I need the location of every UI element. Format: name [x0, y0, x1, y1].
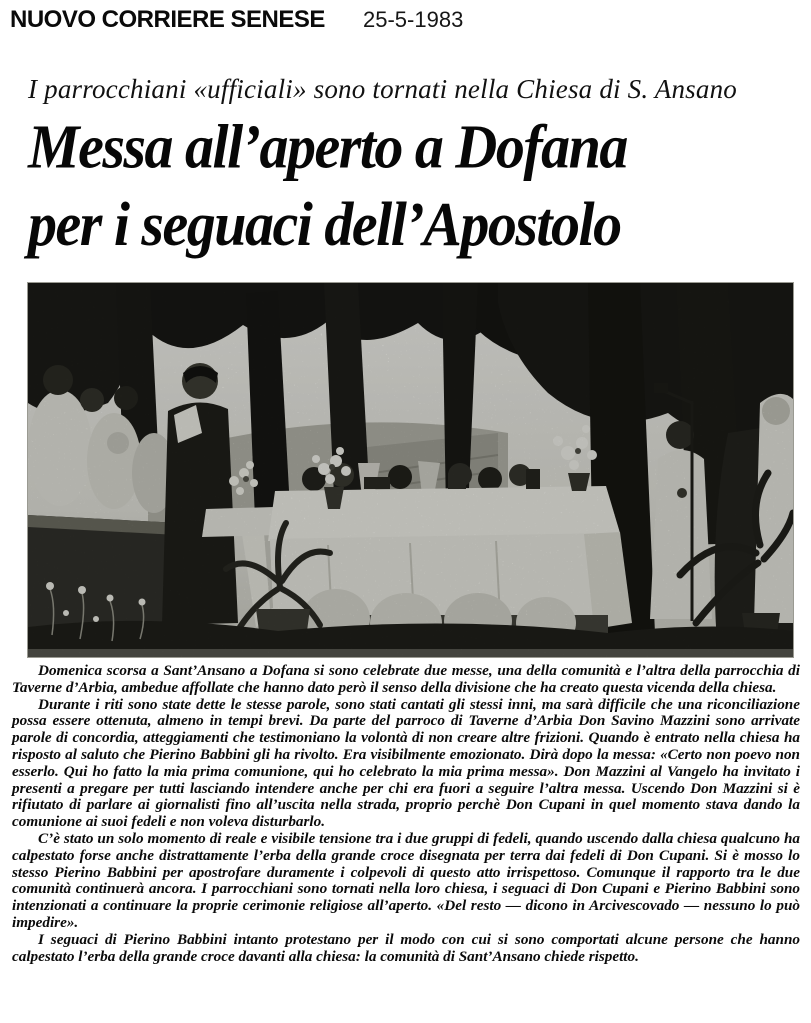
article-body	[12, 663, 800, 965]
masthead-title: NUOVO CORRIERE SENESE	[10, 6, 325, 33]
outdoor-mass-photo	[28, 283, 793, 657]
headline-line-2: per i seguaci dell’Apostolo	[28, 189, 621, 260]
article-paragraph: Domenica scorsa a Sant’Ansano a Dofana si sono celebrate due messe, una della comunità e l’altra della parrocchia di Taverne d’Arbia, ambedue affollate che hanno dato però il senso della divisione che ha creato questa vicenda della chiesa.	[12, 662, 800, 696]
article-paragraph: Durante i riti sono state dette le stesse parole, sono stati cantati gli stessi inni, ma sarà difficile che una riconciliazione possa essere ottenuta, almeno in tempi brevi. Da parte del parroco di Taverne d’Arbia Don Savino Mazzini sono arrivate parole di concordia, atteggiamenti che testimoniano la volontà di non creare altre frizioni. Quando è entrato nella chiesa ha risposto al saluto che Pierino Babbini gli ha rivolto. Era visibilmente emozionato. Dirà dopo la messa: «Certo non poevo non esserlo. Qui ho fatto la mia prima comunione, qui ho celebrato la mia prima messa». Don Mazzini al Vangelo ha invitato i presenti a pregare per tutti lasciando intendere anche per chi era fuori a seguire l’altra messa. Uscendo Don Mazzini si è rifiutato di parlare ai giornalisti fino all’uscita nella strada, proprio perchè Don Cupani in quel momento stava dando la comunione ai suoi fedeli e non voleva disturbarlo.	[12, 695, 800, 831]
masthead-date: 25-5-1983	[363, 7, 464, 32]
article-paragraph: I seguaci di Pierino Babbini intanto protestano per il modo con cui si sono comportati alcune persone che hanno calpestato l’erba della grande croce davanti alla chiesa: la comunità di Sant’Ansano chiede rispetto.	[12, 930, 800, 965]
article-paragraph: C’è stato un solo momento di reale e visibile tensione tra i due gruppi di fedeli, quando uscendo dalla chiesa qualcuno ha calpestato forse anche distrattamente l’erba della grande croce disegnata per terra dai fedeli di Don Cupani. Si è mosso lo stesso Pierino Babbini per apostrofare duramente i colpevoli di questo atto irrispettoso. Comunque il rapporto tra le due comunità continuerà ancora. I parrocchiani sono tornati nella loro chiesa, i seguaci di Don Cupani e Pierino Babbini sono intenzionati a continuare la proprie cerimonie religiose all’aperto. «Del resto — dicono in Arcivescovado — nessuno lo può impedire».	[12, 829, 800, 931]
masthead	[10, 6, 800, 40]
kicker-subheadline: I parrocchiani «ufficiali» sono tornati nella Chiesa di S. Ansano	[28, 74, 737, 104]
headline-line-1: Messa all’aperto a Dofana	[28, 111, 627, 182]
headline	[28, 108, 798, 264]
